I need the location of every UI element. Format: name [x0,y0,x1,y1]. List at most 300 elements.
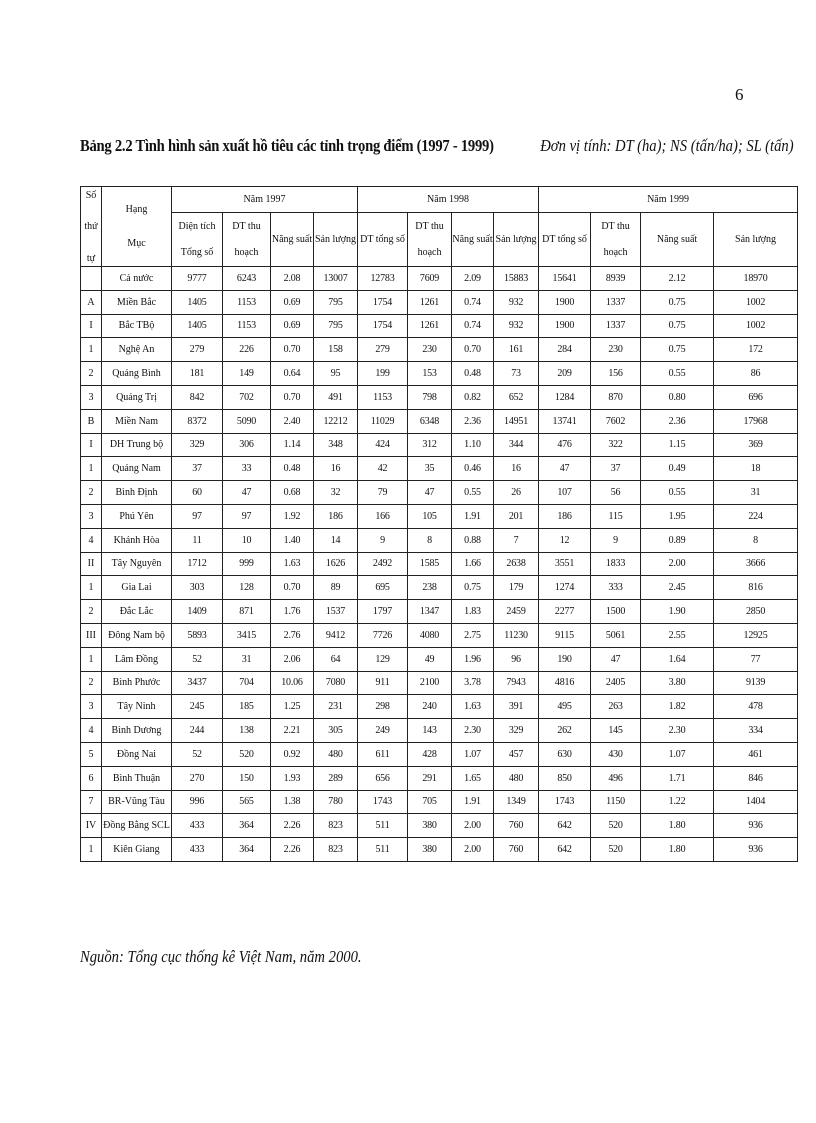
cell-ns-1997: 2.06 [271,647,314,671]
cell-dt-1998: 199 [358,362,408,386]
cell-dt-1999: 850 [539,766,591,790]
cell-sl-1998: 73 [494,362,539,386]
cell-dt-1998: 298 [358,695,408,719]
cell-dt-1997: 1405 [172,290,223,314]
production-table [80,186,798,862]
cell-ns-1997: 1.38 [271,790,314,814]
cell-stt: 2 [81,600,102,624]
cell-sl-1998: 15883 [494,267,539,291]
cell-sl-1999: 1002 [714,314,798,338]
cell-dt-thu-1998: 240 [408,695,452,719]
cell-ns-1998: 0.74 [452,290,494,314]
cell-stt: I [81,314,102,338]
header-1997-dien-tich: Diện tích Tổng số [172,213,223,267]
cell-dt-1997: 37 [172,457,223,481]
cell-ns-1997: 0.48 [271,457,314,481]
cell-ns-1998: 3.78 [452,671,494,695]
cell-dt-1997: 8372 [172,409,223,433]
cell-hang-muc: Bình Dương [102,719,172,743]
cell-sl-1998: 161 [494,338,539,362]
cell-dt-thu-1998: 35 [408,457,452,481]
cell-sl-1999: 1002 [714,290,798,314]
table-row [81,409,798,433]
cell-dt-thu-1998: 380 [408,814,452,838]
cell-stt: 1 [81,838,102,862]
cell-sl-1998: 7943 [494,671,539,695]
cell-dt-1997: 329 [172,433,223,457]
cell-dt-1997: 244 [172,719,223,743]
cell-dt-1999: 47 [539,457,591,481]
cell-dt-thu-1997: 150 [223,766,271,790]
cell-dt-thu-1997: 702 [223,385,271,409]
cell-sl-1999: 2850 [714,600,798,624]
cell-ns-1998: 1.91 [452,790,494,814]
table-row [81,647,798,671]
cell-dt-1999: 13741 [539,409,591,433]
cell-ns-1997: 1.92 [271,504,314,528]
cell-ns-1997: 0.68 [271,481,314,505]
header-year-row [81,187,798,213]
cell-sl-1997: 95 [314,362,358,386]
table-row [81,457,798,481]
cell-hang-muc: Nghệ An [102,338,172,362]
cell-stt: II [81,552,102,576]
cell-sl-1997: 13007 [314,267,358,291]
header-1999-nang-suat: Năng suất [641,213,714,267]
cell-ns-1999: 0.75 [641,290,714,314]
cell-ns-1999: 1.80 [641,838,714,862]
cell-dt-thu-1998: 47 [408,481,452,505]
header-1997-nang-suat: Năng suất [271,213,314,267]
cell-sl-1997: 231 [314,695,358,719]
cell-ns-1998: 1.91 [452,504,494,528]
table-row [81,838,798,862]
cell-dt-1999: 642 [539,838,591,862]
cell-dt-1997: 181 [172,362,223,386]
cell-sl-1998: 344 [494,433,539,457]
cell-sl-1999: 224 [714,504,798,528]
cell-dt-1999: 1284 [539,385,591,409]
cell-ns-1997: 2.76 [271,623,314,647]
cell-ns-1998: 1.66 [452,552,494,576]
unit-note: Đơn vị tính: DT (ha); NS (tấn/ha); SL (tấn) [540,136,794,155]
cell-stt: 4 [81,528,102,552]
cell-ns-1997: 0.70 [271,385,314,409]
table-row [81,314,798,338]
cell-dt-1997: 842 [172,385,223,409]
cell-dt-thu-1997: 364 [223,838,271,862]
table-row [81,362,798,386]
cell-hang-muc: Bình Định [102,481,172,505]
cell-sl-1997: 823 [314,814,358,838]
cell-dt-1999: 107 [539,481,591,505]
cell-sl-1997: 32 [314,481,358,505]
cell-ns-1997: 0.69 [271,314,314,338]
cell-sl-1999: 936 [714,814,798,838]
cell-ns-1998: 1.83 [452,600,494,624]
cell-sl-1998: 760 [494,814,539,838]
cell-ns-1998: 2.75 [452,623,494,647]
cell-dt-thu-1997: 520 [223,742,271,766]
cell-sl-1997: 186 [314,504,358,528]
cell-ns-1997: 1.25 [271,695,314,719]
cell-dt-thu-1998: 153 [408,362,452,386]
cell-hang-muc: Quảng Bình [102,362,172,386]
cell-sl-1999: 936 [714,838,798,862]
cell-ns-1997: 0.64 [271,362,314,386]
table-title: Bảng 2.2 Tình hình sản xuất hồ tiêu các tỉnh trọng điểm (1997 - 1999) [80,136,494,155]
cell-dt-thu-1999: 1150 [591,790,641,814]
table-row [81,433,798,457]
cell-dt-thu-1999: 7602 [591,409,641,433]
cell-dt-1999: 1900 [539,290,591,314]
cell-ns-1998: 2.30 [452,719,494,743]
cell-dt-thu-1999: 1833 [591,552,641,576]
cell-sl-1998: 652 [494,385,539,409]
cell-sl-1998: 457 [494,742,539,766]
cell-stt [81,267,102,291]
cell-dt-1997: 303 [172,576,223,600]
cell-dt-thu-1997: 364 [223,814,271,838]
cell-ns-1998: 0.88 [452,528,494,552]
cell-dt-thu-1999: 1337 [591,290,641,314]
cell-dt-thu-1999: 115 [591,504,641,528]
header-1999-san-luong: Sản lượng [714,213,798,267]
cell-dt-1998: 79 [358,481,408,505]
cell-dt-thu-1998: 428 [408,742,452,766]
cell-dt-1999: 4816 [539,671,591,695]
cell-dt-thu-1998: 6348 [408,409,452,433]
cell-dt-1998: 511 [358,838,408,862]
table-row [81,290,798,314]
cell-ns-1999: 1.15 [641,433,714,457]
cell-sl-1998: 26 [494,481,539,505]
cell-dt-thu-1998: 230 [408,338,452,362]
cell-dt-1997: 433 [172,814,223,838]
cell-ns-1999: 0.75 [641,338,714,362]
cell-ns-1998: 1.07 [452,742,494,766]
cell-ns-1997: 2.26 [271,814,314,838]
cell-ns-1999: 0.89 [641,528,714,552]
header-1998-dt-tong: DT tổng số [358,213,408,267]
table-row [81,623,798,647]
cell-dt-thu-1999: 9 [591,528,641,552]
cell-dt-1999: 209 [539,362,591,386]
cell-dt-1998: 11029 [358,409,408,433]
cell-ns-1999: 2.12 [641,267,714,291]
cell-dt-1997: 1409 [172,600,223,624]
cell-dt-thu-1998: 238 [408,576,452,600]
cell-dt-1997: 3437 [172,671,223,695]
cell-sl-1997: 795 [314,314,358,338]
cell-dt-1999: 2277 [539,600,591,624]
cell-dt-thu-1998: 312 [408,433,452,457]
cell-sl-1999: 8 [714,528,798,552]
cell-ns-1998: 0.48 [452,362,494,386]
cell-dt-thu-1997: 47 [223,481,271,505]
cell-dt-1997: 52 [172,742,223,766]
cell-ns-1999: 1.95 [641,504,714,528]
cell-dt-1999: 495 [539,695,591,719]
cell-sl-1997: 158 [314,338,358,362]
cell-hang-muc: Đông Nam bộ [102,623,172,647]
cell-dt-thu-1998: 705 [408,790,452,814]
cell-ns-1997: 0.70 [271,576,314,600]
cell-dt-thu-1997: 31 [223,647,271,671]
cell-ns-1997: 1.14 [271,433,314,457]
cell-dt-1997: 11 [172,528,223,552]
cell-stt: 1 [81,647,102,671]
cell-dt-1998: 1153 [358,385,408,409]
cell-dt-1998: 9 [358,528,408,552]
cell-ns-1998: 0.46 [452,457,494,481]
cell-stt: IV [81,814,102,838]
cell-ns-1999: 1.90 [641,600,714,624]
cell-dt-1999: 630 [539,742,591,766]
cell-ns-1998: 0.82 [452,385,494,409]
cell-ns-1999: 3.80 [641,671,714,695]
cell-dt-1999: 1274 [539,576,591,600]
cell-sl-1997: 14 [314,528,358,552]
cell-sl-1999: 17968 [714,409,798,433]
cell-ns-1997: 2.21 [271,719,314,743]
cell-ns-1999: 2.55 [641,623,714,647]
table-row [81,790,798,814]
cell-dt-1999: 1900 [539,314,591,338]
cell-dt-thu-1997: 871 [223,600,271,624]
page-number: 6 [735,85,744,104]
cell-ns-1998: 0.74 [452,314,494,338]
cell-dt-1998: 1754 [358,314,408,338]
cell-ns-1998: 1.65 [452,766,494,790]
cell-dt-1997: 1405 [172,314,223,338]
cell-dt-1997: 279 [172,338,223,362]
cell-dt-1997: 52 [172,647,223,671]
cell-dt-thu-1997: 185 [223,695,271,719]
cell-hang-muc: Quảng Nam [102,457,172,481]
cell-dt-1999: 284 [539,338,591,362]
cell-dt-thu-1998: 8 [408,528,452,552]
cell-ns-1997: 2.26 [271,838,314,862]
cell-sl-1999: 846 [714,766,798,790]
cell-dt-thu-1999: 1337 [591,314,641,338]
cell-stt: 2 [81,671,102,695]
cell-sl-1999: 86 [714,362,798,386]
cell-dt-thu-1997: 97 [223,504,271,528]
cell-sl-1997: 89 [314,576,358,600]
header-1997-dt-thu: DT thu hoạch [223,213,271,267]
cell-sl-1999: 172 [714,338,798,362]
header-1998-san-luong: Sản lượng [494,213,539,267]
cell-dt-thu-1997: 5090 [223,409,271,433]
cell-ns-1999: 2.30 [641,719,714,743]
cell-sl-1999: 9139 [714,671,798,695]
cell-sl-1997: 491 [314,385,358,409]
cell-dt-thu-1998: 1347 [408,600,452,624]
cell-sl-1999: 3666 [714,552,798,576]
cell-dt-1999: 3551 [539,552,591,576]
table-row [81,267,798,291]
cell-dt-1999: 12 [539,528,591,552]
header-subcolumn-row [81,213,798,267]
table-row [81,814,798,838]
cell-sl-1997: 1626 [314,552,358,576]
cell-hang-muc: Miền Bắc [102,290,172,314]
cell-hang-muc: Đắc Lắc [102,600,172,624]
header-year-1998: Năm 1998 [358,187,539,213]
cell-sl-1999: 18970 [714,267,798,291]
table-row [81,385,798,409]
cell-dt-thu-1997: 565 [223,790,271,814]
cell-sl-1998: 329 [494,719,539,743]
cell-ns-1997: 1.63 [271,552,314,576]
cell-sl-1998: 480 [494,766,539,790]
cell-stt: 3 [81,695,102,719]
cell-dt-thu-1998: 105 [408,504,452,528]
cell-sl-1998: 391 [494,695,539,719]
cell-dt-thu-1999: 263 [591,695,641,719]
cell-hang-muc: Kiên Giang [102,838,172,862]
cell-dt-thu-1997: 704 [223,671,271,695]
cell-dt-1999: 476 [539,433,591,457]
cell-dt-thu-1999: 47 [591,647,641,671]
cell-ns-1999: 0.55 [641,362,714,386]
cell-hang-muc: Đồng Nai [102,742,172,766]
cell-hang-muc: Đồng Bằng SCL [102,814,172,838]
cell-ns-1999: 0.55 [641,481,714,505]
cell-ns-1999: 2.45 [641,576,714,600]
cell-dt-thu-1997: 1153 [223,314,271,338]
cell-dt-thu-1997: 10 [223,528,271,552]
cell-dt-1999: 190 [539,647,591,671]
cell-dt-1998: 7726 [358,623,408,647]
cell-dt-thu-1998: 291 [408,766,452,790]
cell-dt-thu-1999: 5061 [591,623,641,647]
cell-ns-1997: 2.40 [271,409,314,433]
cell-hang-muc: Tây Ninh [102,695,172,719]
cell-sl-1998: 7 [494,528,539,552]
cell-dt-thu-1998: 4080 [408,623,452,647]
cell-ns-1999: 1.22 [641,790,714,814]
cell-sl-1999: 18 [714,457,798,481]
cell-ns-1999: 1.64 [641,647,714,671]
cell-dt-1999: 186 [539,504,591,528]
cell-dt-thu-1998: 380 [408,838,452,862]
table-row [81,719,798,743]
cell-dt-thu-1997: 128 [223,576,271,600]
cell-sl-1997: 480 [314,742,358,766]
cell-ns-1997: 0.92 [271,742,314,766]
cell-hang-muc: Cả nước [102,267,172,291]
cell-dt-1999: 15641 [539,267,591,291]
cell-ns-1999: 2.36 [641,409,714,433]
table-row [81,742,798,766]
table-row [81,481,798,505]
table-row [81,552,798,576]
cell-sl-1998: 14951 [494,409,539,433]
cell-sl-1997: 64 [314,647,358,671]
cell-dt-thu-1999: 520 [591,814,641,838]
cell-ns-1999: 0.80 [641,385,714,409]
header-stt: Số thứ tự [81,187,102,267]
cell-hang-muc: Lâm Đồng [102,647,172,671]
cell-dt-thu-1999: 430 [591,742,641,766]
cell-hang-muc: Phú Yên [102,504,172,528]
cell-dt-1998: 1743 [358,790,408,814]
cell-dt-1999: 642 [539,814,591,838]
cell-sl-1999: 461 [714,742,798,766]
cell-dt-thu-1999: 230 [591,338,641,362]
table-body [81,267,798,862]
cell-sl-1997: 823 [314,838,358,862]
cell-hang-muc: DH Trung bộ [102,433,172,457]
cell-dt-1998: 2492 [358,552,408,576]
cell-dt-thu-1997: 3415 [223,623,271,647]
cell-ns-1999: 0.49 [641,457,714,481]
cell-sl-1997: 9412 [314,623,358,647]
table-row [81,671,798,695]
cell-dt-1998: 249 [358,719,408,743]
cell-ns-1997: 0.70 [271,338,314,362]
cell-ns-1997: 10.06 [271,671,314,695]
cell-dt-thu-1997: 306 [223,433,271,457]
cell-stt: 1 [81,338,102,362]
cell-dt-thu-1998: 2100 [408,671,452,695]
cell-dt-1997: 245 [172,695,223,719]
cell-sl-1998: 179 [494,576,539,600]
cell-sl-1998: 2459 [494,600,539,624]
cell-sl-1999: 816 [714,576,798,600]
cell-ns-1998: 1.63 [452,695,494,719]
cell-sl-1998: 201 [494,504,539,528]
cell-dt-thu-1999: 333 [591,576,641,600]
cell-dt-1998: 1797 [358,600,408,624]
cell-dt-thu-1999: 496 [591,766,641,790]
cell-stt: I [81,433,102,457]
cell-dt-thu-1999: 56 [591,481,641,505]
cell-dt-1998: 166 [358,504,408,528]
cell-sl-1997: 289 [314,766,358,790]
table-row [81,504,798,528]
cell-sl-1997: 795 [314,290,358,314]
cell-hang-muc: Khánh Hòa [102,528,172,552]
cell-sl-1997: 305 [314,719,358,743]
cell-ns-1999: 2.00 [641,552,714,576]
cell-ns-1998: 0.55 [452,481,494,505]
cell-stt: 4 [81,719,102,743]
cell-dt-thu-1999: 37 [591,457,641,481]
cell-sl-1999: 478 [714,695,798,719]
cell-dt-1998: 611 [358,742,408,766]
cell-stt: 2 [81,362,102,386]
cell-dt-1997: 1712 [172,552,223,576]
table-row [81,338,798,362]
cell-dt-1997: 60 [172,481,223,505]
cell-dt-1998: 424 [358,433,408,457]
cell-ns-1997: 1.40 [271,528,314,552]
cell-dt-1997: 5893 [172,623,223,647]
cell-dt-1998: 511 [358,814,408,838]
cell-sl-1998: 760 [494,838,539,862]
cell-dt-1998: 12783 [358,267,408,291]
cell-sl-1999: 1404 [714,790,798,814]
cell-dt-thu-1998: 798 [408,385,452,409]
cell-stt: III [81,623,102,647]
table-row [81,695,798,719]
cell-ns-1998: 0.75 [452,576,494,600]
cell-dt-thu-1997: 1153 [223,290,271,314]
cell-dt-1999: 262 [539,719,591,743]
